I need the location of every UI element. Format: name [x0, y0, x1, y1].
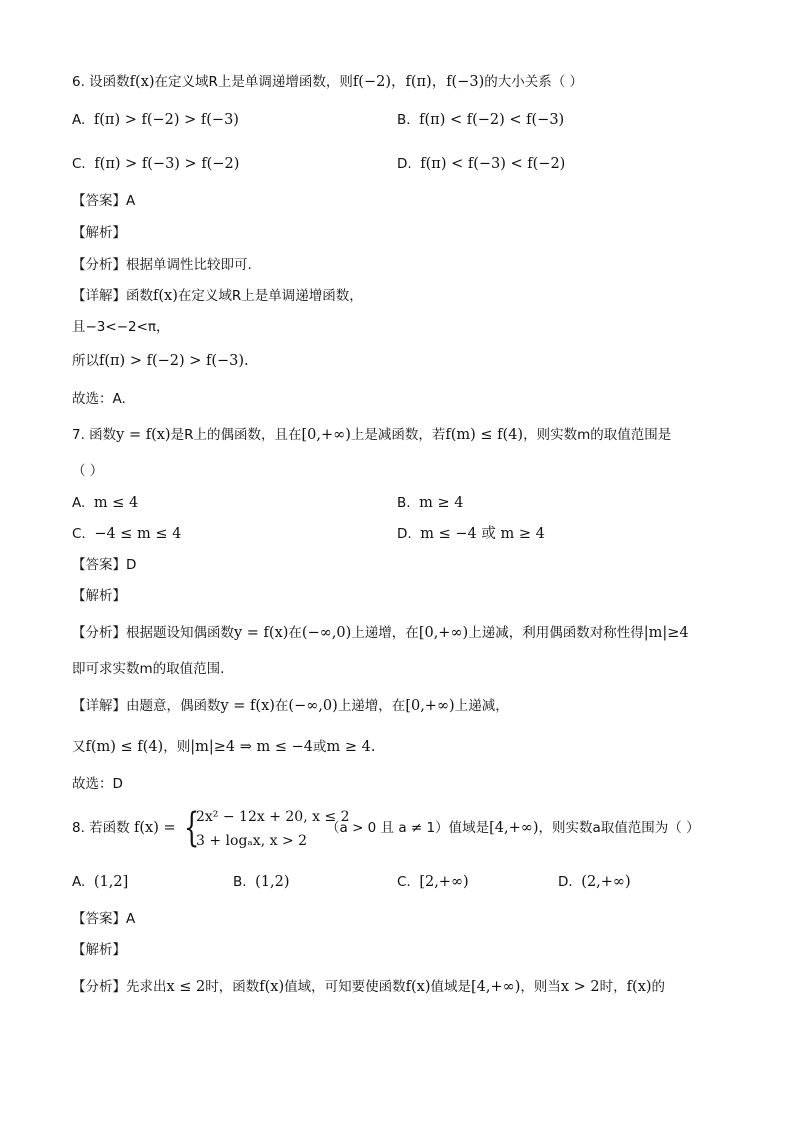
q7-option-d: D. m ≤ −4 或 m ≥ 4: [397, 526, 545, 542]
q6-stem: [72, 72, 583, 92]
q6-stem-math: f(−2)，f(π)，f(−3): [352, 74, 485, 90]
q7-option-b: B. m ≥ 4: [397, 495, 464, 511]
q8-fenxi: 【分析】先求出x ≤ 2时，函数f(x)值域，可知要使函数f(x)值域是[4,+∞)，则当x > 2时，f(x)的: [72, 979, 666, 995]
q8-option-c: C. [2,+∞): [397, 874, 469, 890]
q7-analysis-heading: 【解析】: [72, 588, 126, 604]
q6-stem-text: 在定义域R上是单调递增函数，则: [154, 74, 353, 90]
q8-option-b: B. (1,2): [233, 874, 290, 890]
q8-case-2: 3 + logₐx, x > 2: [196, 833, 308, 849]
q6-detail-3: 所以f(π) > f(−2) > f(−3).: [72, 353, 249, 369]
q6-choose: 故选：A.: [72, 391, 126, 407]
q6-stem-math: f(x): [129, 74, 155, 90]
q6-detail: 【详解】函数f(x)在定义域R上是单调递增函数，: [72, 288, 363, 304]
q7-choose: 故选：D: [72, 776, 123, 792]
q8-option-a: A. (1,2]: [72, 874, 129, 890]
q7-fenxi: 【分析】根据题设知偶函数y = f(x)在(−∞,0)上递增，在[0,+∞)上递减，利用偶函数对称性得|m|≥4: [72, 625, 689, 641]
q7-detail-2: 又f(m) ≤ f(4)，则|m|≥4 ⇒ m ≤ −4或m ≥ 4.: [72, 739, 376, 755]
q6-stem-text: 的大小关系（ ）: [484, 74, 584, 90]
q6-option-a: A. f(π) > f(−2) > f(−3): [72, 112, 239, 128]
q6-option-b: B. f(π) < f(−2) < f(−3): [397, 112, 565, 128]
q7-stem-paren: （ ）: [72, 463, 104, 479]
q7-detail: 【详解】由题意，偶函数y = f(x)在(−∞,0)上递增，在[0,+∞)上递减，: [72, 698, 509, 714]
q6-fenxi: 【分析】根据单调性比较即可.: [72, 257, 252, 273]
q8-case-1: 2x² − 12x + 20, x ≤ 2: [196, 809, 350, 825]
document-page: 6. 设函数f(x)在定义域R上是单调递增函数，则f(−2)，f(π)，f(−3)的大小关系（ ） A. f(π) > f(−2) > f(−3) B. f(π) < f(−2) < f(−3) C. f(π) > f(−3) > f(−2) D. f(π) < f(−3) < f(−2) 【答案】A 【解析】 【分析】根据单调性比较即可. 【详解】函数f(x)在定义域R上是单调递增函数， 且−3<−2<π， 所以f(π) > f(−2) > f(−3). 故选：A. 7. 函数y = f(x)是R上的偶函数，且在[0,+∞)上是减函数，若f(m) ≤ f(4)，则实数m的取值范围是 （ ） A. m ≤ 4 B. m ≥ 4 C. −4 ≤ m ≤ 4 D. m ≤ −4 或 m ≥ 4 【答案】D 【解析】 【分析】根据题设知偶函数y = f(x)在(−∞,0)上递增，在[0,+∞)上递减，利用偶函数对称性得|m|≥4 即可求实数m的取值范围. 【详解】由题意，偶函数y = f(x)在(−∞,0)上递增，在[0,+∞)上递减， 又f(m) ≤ f(4)，则|m|≥4 ⇒ m ≤ −4或m ≥ 4. 故选：D 8. 若函数 f(x) = { 2x² − 12x + 20, x ≤ 2 3 + logₐx, x > 2 （a > 0 且 a ≠ 1）值域是[4,+∞)，则实数a取值范围为（ ） A. (1,2] B. (1,2) C. [2,+∞) D. (2,+∞) 【答案】A 【解析】 【分析】先求出x ≤ 2时，函数f(x)值域，可知要使函数f(x)值域是[4,+∞)，则当x > 2时，f(x)的: [72, 74, 700, 995]
q6-stem-text: 6. 设函数: [72, 74, 130, 90]
q8-option-d: D. (2,+∞): [558, 874, 631, 890]
q7-stem: 7. 函数y = f(x)是R上的偶函数，且在[0,+∞)上是减函数，若f(m) ≤ f(4)，则实数m的取值范围是: [72, 427, 672, 443]
q6-option-c: C. f(π) > f(−3) > f(−2): [72, 156, 240, 172]
q6-detail-2: 且−3<−2<π，: [72, 319, 170, 335]
q7-option-a: A. m ≤ 4: [72, 495, 139, 511]
q7-fenxi-2: 即可求实数m的取值范围.: [72, 661, 225, 677]
q6-option-d: D. f(π) < f(−3) < f(−2): [397, 156, 566, 172]
q8-answer: 【答案】A: [72, 911, 136, 927]
q7-option-c: C. −4 ≤ m ≤ 4: [72, 526, 182, 542]
q8-brace: {: [184, 805, 200, 851]
q8-analysis-heading: 【解析】: [72, 942, 126, 958]
q6-answer: 【答案】A: [72, 193, 136, 209]
q6-analysis-heading: 【解析】: [72, 225, 126, 241]
q7-answer: 【答案】D: [72, 557, 137, 573]
